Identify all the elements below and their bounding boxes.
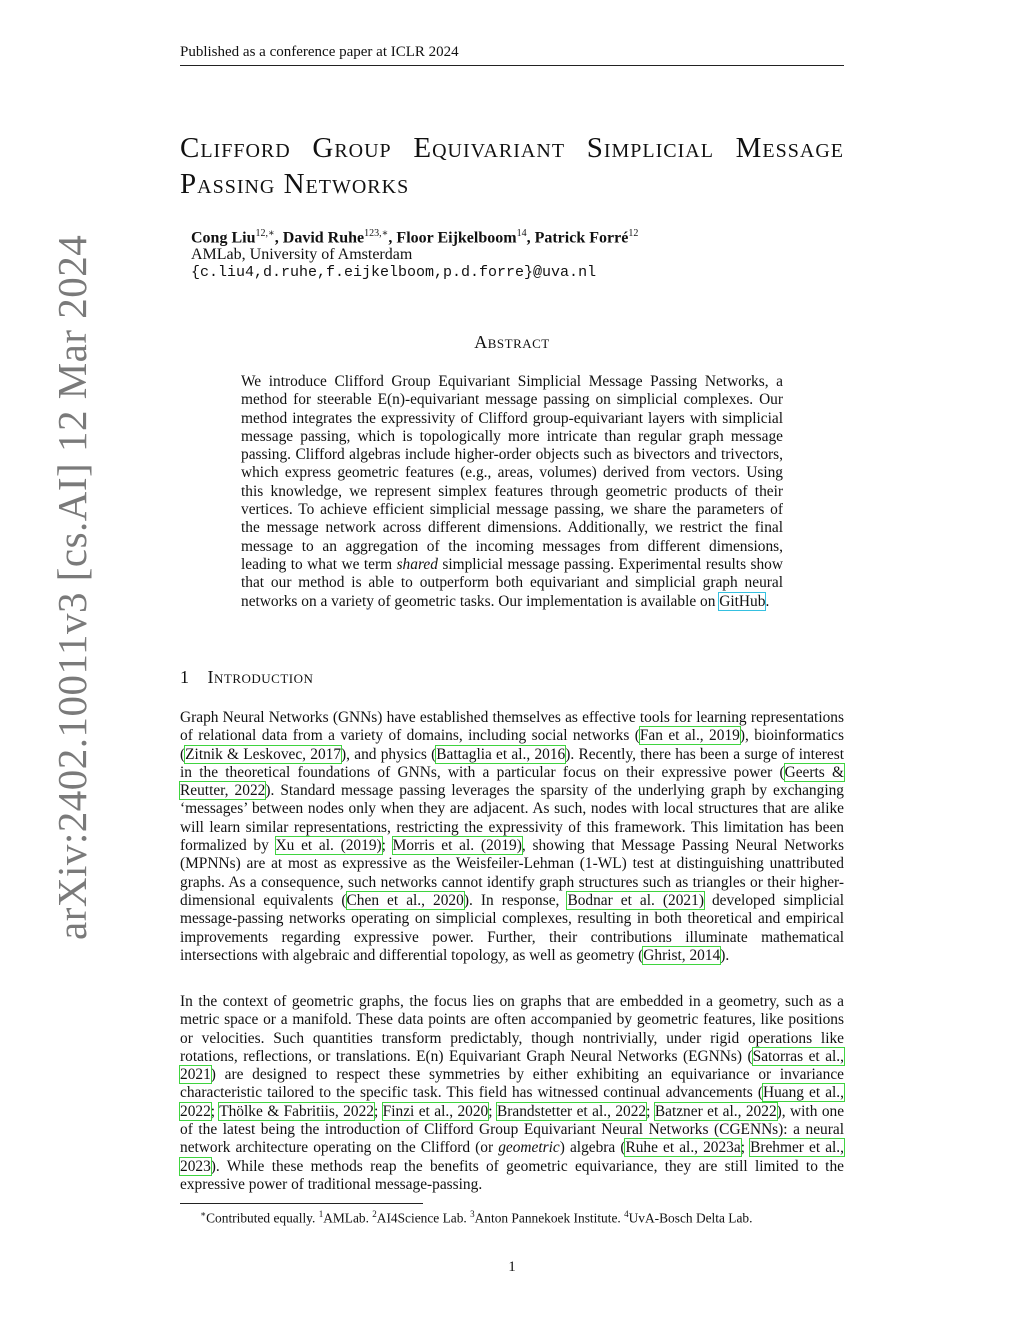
footnote-text: UvA-Bosch Delta Lab. xyxy=(628,1210,753,1226)
section-heading xyxy=(180,667,313,688)
running-header: Published as a conference paper at ICLR 2024 xyxy=(180,44,459,60)
footnote-marker: 4 xyxy=(624,1209,629,1219)
author-marker: 12 xyxy=(628,228,639,239)
footnote-text: AI4Science Lab. xyxy=(376,1210,471,1226)
abstract-text: simplicial message passing. Experimental results show that our method is able to outperform both equivariant and simplicial graph neural networks on a variety of geometric tasks. Our implementation is available on xyxy=(241,555,783,610)
citation-link[interactable]: Brandstetter et al., 2022 xyxy=(496,1102,647,1120)
affiliation: AMLab, University of Amsterdam xyxy=(191,246,413,263)
abstract-text: We introduce Clifford Group Equivariant Simplicial Message Passing Networks, a method for steerable E(n)-equivariant message passing on simplicial complexes. Our method integrates the expressivity of Clifford group-equivariant layers with simplicial message passing, which is topologically more intricate than regular graph message passing. Clifford algebras include higher-order objects such as bivectors and trivectors, which express geometric features (e.g., areas, volumes) derived from vectors. Using this knowledge, we represent simplex features through geometric products of their vertices. To achieve efficient simplicial message passing, we share the parameters of the message network across different dimensions. Additionally, we restrict the final message to an aggregation of the incoming messages from different dimensions, leading to what we term xyxy=(241,373,783,573)
citation-link[interactable]: Bodnar et al. (2021) xyxy=(567,891,704,909)
citation-link[interactable]: Xu et al. (2019) xyxy=(275,837,382,855)
citation-link[interactable]: Ghrist, 2014 xyxy=(643,946,721,964)
citation-link[interactable]: Geerts & Reutter, 2022 xyxy=(180,763,844,800)
citation-link[interactable]: Battaglia et al., 2016 xyxy=(436,745,566,763)
author-emails: {c.liu4,d.ruhe,f.eijkelboom,p.d.forre}@uva.nl xyxy=(191,264,597,281)
footnote-marker: 1 xyxy=(318,1209,324,1219)
footnote-text: Anton Pannekoek Institute. xyxy=(474,1210,625,1226)
author-marker: 12,∗ xyxy=(255,228,275,239)
abstract-heading: Abstract xyxy=(474,332,550,352)
author-name: Cong Liu xyxy=(191,229,256,247)
citation-link[interactable]: Finzi et al., 2020 xyxy=(382,1102,489,1120)
footnote-text: Contributed equally. xyxy=(206,1210,319,1226)
citation-link[interactable]: Chen et al., 2020 xyxy=(346,891,464,909)
section-title: Introduction xyxy=(207,667,314,687)
author-name: David Ruhe xyxy=(282,229,365,247)
footnote-marker: 2 xyxy=(372,1209,377,1219)
arxiv-stamp: arXiv:2402.10011v3 [cs.AI] 12 Mar 2024 xyxy=(49,234,95,940)
emphasis-text: geometric xyxy=(498,1139,560,1157)
citation-link[interactable]: Brehmer et al., 2023 xyxy=(180,1139,844,1175)
citation-link[interactable]: Zitnik & Leskovec, 2017 xyxy=(185,745,342,763)
citation-link[interactable]: Huang et al., 2022 xyxy=(180,1084,845,1120)
page-number: 1 xyxy=(508,1259,516,1275)
citation-link[interactable]: Thölke & Fabritiis, 2022 xyxy=(219,1102,374,1120)
footnote-marker: 3 xyxy=(470,1209,475,1219)
author-marker: 14 xyxy=(516,228,527,239)
author-list: Cong Liu$^{12,∗}$, David Ruhe$^{123,∗}$, Floor Eijkelboom$^{14}$, Patrick Forré$^{12}$ xyxy=(191,228,639,247)
intro-paragraph-2: In the context of geometric graphs, the focus lies on graphs that are embedded in a geometry, such as a metric space or a manifold. These data points are often accompanied by geometric features, like positions or velocities. Such quantities transform predictably, though nontrivially, under rigid operations like rotations, reflections, or translations. E(n) Equivariant Graph Neural Networks (EGNNs) (Satorras et al., 2021) are designed to respect these symmetries by either exhibiting an equivariance or invariance characteristic tailored to the specific task. This field has witnessed continual advancements (Huang et al., 2022; Thölke & Fabritiis, 2022; Finzi et al., 2020; Brandstetter et al., 2022; Batzner et al., 2022), with one of the latest being the introduction of Clifford Group Equivariant Neural Networks (CGENNs): a neural network architecture operating on the Clifford (or geometric) algebra (Ruhe et al., 2023a; Brehmer et al., 2023). While these methods reap the benefits of geometric equivariance, they are still limited to the expressive power of traditional message-passing. xyxy=(180,993,845,1193)
citation-link[interactable]: Morris et al. (2019) xyxy=(392,837,522,855)
abstract-body xyxy=(241,373,783,611)
citation-link[interactable]: Satorras et al., 2021 xyxy=(180,1047,844,1084)
header-rule xyxy=(180,65,844,66)
footnote-marker: ∗ xyxy=(200,1209,207,1219)
paper-title: Clifford Group Equivariant Simplicial Message Passing Networks xyxy=(180,132,844,200)
intro-paragraph-1: Graph Neural Networks (GNNs) have established themselves as effective tools for learning representations of relational data from a variety of domains, including social networks (Fan et al., 2019), bioinformatics (Zitnik & Leskovec, 2017), and physics (Battaglia et al., 2016). Recently, there has been a surge of interest in the theoretical foundations of GNNs, with a particular focus on their expressive power (Geerts & Reutter, 2022). Standard message passing leverages the sparsity of the underlying graph by exchanging ‘messages’ between nodes only when they are adjacent. As such, nodes with local structures that are alike will learn similar representations, restricting the expressivity of this framework. This limitation has been formalized by Xu et al. (2019); Morris et al. (2019), showing that Message Passing Neural Networks (MPNNs) are at most as expressive as the Weisfeiler-Lehman (1-WL) test at distinguishing unattributed graphs. As a consequence, such networks cannot identify graph structures such as triangles or their higher-dimensional equivalents (Chen et al., 2020). In response, Bodnar et al. (2021) developed simplicial message-passing networks operating on simplicial complexes, resulting in both theoretical and empirical improvements regarding expressive power. Further, their contributions illuminate mathematical intersections with algebraic and differential topology, as well as geometry (Ghrist, 2014). xyxy=(180,709,844,964)
author-marker: 123,∗ xyxy=(364,228,389,239)
citation-link[interactable]: Fan et al., 2019 xyxy=(639,727,740,745)
author-name: Patrick Forré xyxy=(534,229,629,247)
footnote xyxy=(200,1209,752,1226)
citation-link[interactable]: Batzner et al., 2022 xyxy=(654,1102,777,1120)
footnote-text: AMLab. xyxy=(323,1210,373,1226)
section-number: 1 xyxy=(180,667,190,687)
abstract-emphasis: shared xyxy=(396,555,438,573)
citation-link[interactable]: Ruhe et al., 2023a xyxy=(625,1139,741,1157)
footnote-rule xyxy=(180,1203,423,1204)
abstract-text: . xyxy=(765,592,770,610)
author-name: Floor Eijkelboom xyxy=(396,229,517,247)
github-link[interactable]: GitHub xyxy=(719,592,766,610)
